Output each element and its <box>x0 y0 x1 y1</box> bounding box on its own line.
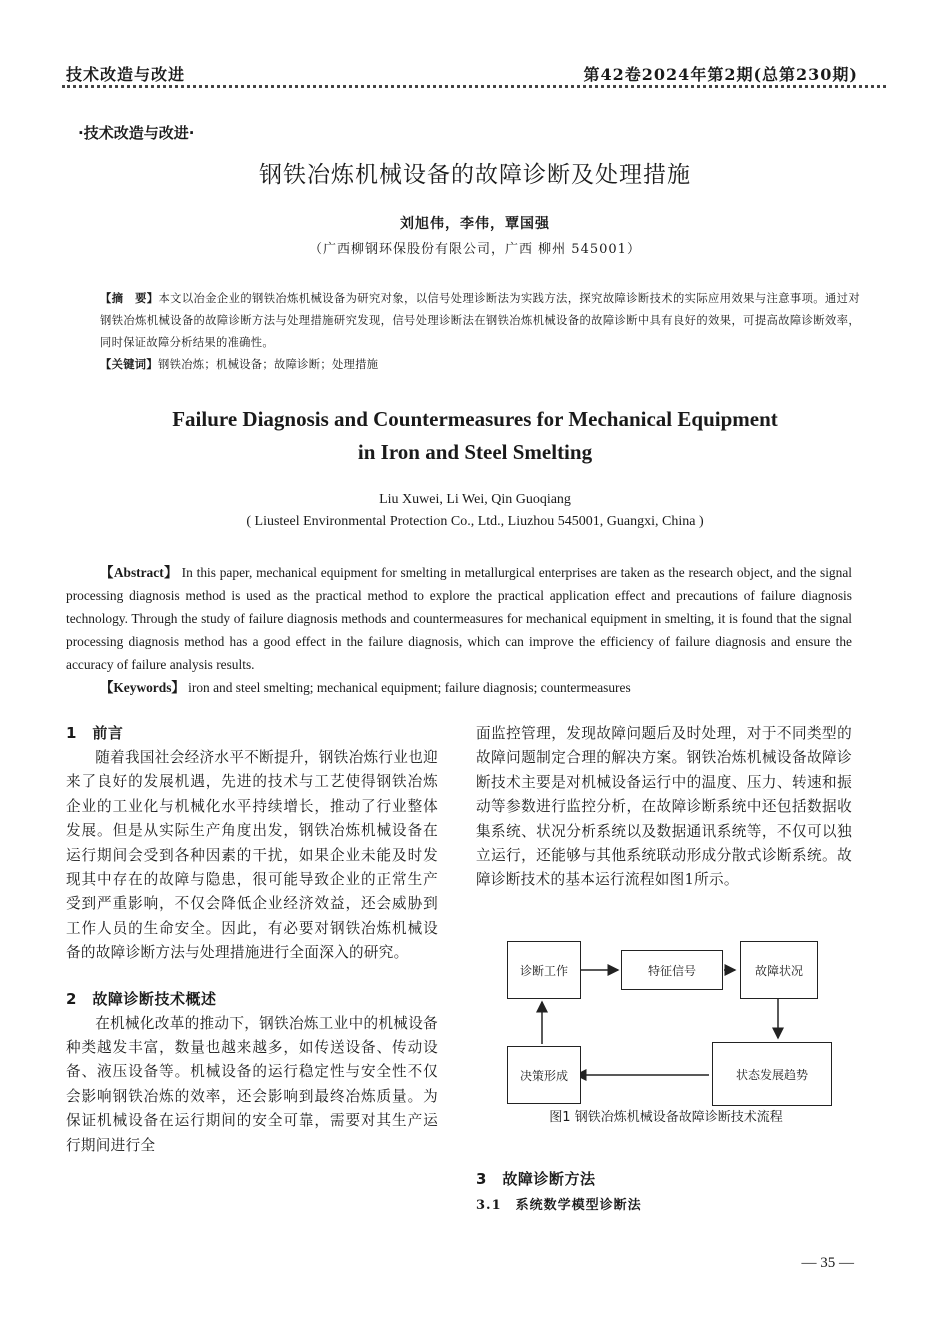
flow-box-decision: 决策形成 <box>507 1046 581 1104</box>
keywords-cn <box>100 356 860 372</box>
flow-box-diagnosis-work: 诊断工作 <box>507 941 581 999</box>
page-number: — 35 — <box>801 1255 854 1271</box>
paper-title-en-line2: in Iron and Steel Smelting <box>357 440 593 464</box>
column-tag: ·技术改造与改进· <box>78 124 195 142</box>
abstract-en <box>66 561 852 676</box>
abstract-cn-text: 本文以冶金企业的钢铁冶炼机械设备为研究对象，以信号处理诊断法为实践方法，探究故障诊断技术的实际应用效果与注意事项。通过对钢铁冶炼机械设备的故障诊断方法与处理措施研究发现，信号处理诊断法在钢铁冶炼机械设备的故障诊断中具有良好的效果，可提高故障诊断效率，同时保证故障分析结果的准确性。 <box>100 292 860 349</box>
section2-heading: 2 故障诊断技术概述 <box>66 989 217 1008</box>
abstract-en-label: 【Abstract】 <box>100 565 178 580</box>
keywords-en-text: iron and steel smelting; mechanical equipment; failure diagnosis; countermeasures <box>184 680 631 695</box>
right-column-paragraph: 面监控管理，发现故障问题后及时处理，对于不同类型的故障问题制定合理的解决方案。钢铁冶炼机械设备故障诊断技术主要是对机械设备运行中的温度、压力、转速和振动等参数进行监控分析，在故障诊断系统中还包括数据收集系统、状况分析系统以及数据通讯系统等，不仅可以独立运行，还能够与其他系统联动形成分散式诊断系统。故障诊断技术的基本运行流程如图1所示。 <box>476 725 852 889</box>
figure-1 <box>490 922 842 1125</box>
section3-1-heading: 3.1 系统数学模型诊断法 <box>476 1198 642 1213</box>
section1-paragraph: 随着我国社会经济水平不断提升，钢铁冶炼行业也迎来了良好的发展机遇，先进的技术与工艺使得钢铁冶炼企业的工业化与机械化水平持续增长，推动了行业整体发展。但是从实际生产角度出发，钢铁冶炼机械设备在运行期间会受到各种因素的干扰，如果企业未能及时发现其中存在的故障与隐患，很可能导致企业的正常生产受到严重影响，不仅会降低企业经济效益，还会威胁到工作人员的生命安全。因此，有必要对钢铁冶炼机械设备的故障诊断方法与处理措施进行全面深入的研究。 <box>66 749 438 962</box>
flow-box-trend: 状态发展趋势 <box>712 1042 832 1106</box>
paper-title-cn: 钢铁冶炼机械设备的故障诊断及处理措施 <box>259 162 691 188</box>
section1-heading: 1 前言 <box>66 724 124 742</box>
abstract-cn <box>100 288 860 354</box>
paper-title-en-line1: Failure Diagnosis and Countermeasures for Mechanical Equipment <box>172 407 778 431</box>
authors-cn: 刘旭伟，李伟，覃国强 <box>400 216 550 232</box>
flow-box-feature-signal: 特征信号 <box>621 950 723 990</box>
affiliation-cn: （广西柳钢环保股份有限公司，广西 柳州 545001） <box>309 242 641 257</box>
section3-heading: 3 故障诊断方法 <box>476 1170 596 1188</box>
keywords-cn-text: 钢铁冶炼；机械设备；故障诊断；处理措施 <box>158 358 379 371</box>
flow-box-fault-status: 故障状况 <box>740 941 818 999</box>
keywords-en <box>100 677 631 696</box>
running-header-left: 技术改造与改进 <box>66 65 186 84</box>
affiliation-en: ( Liusteel Environmental Protection Co., Ltd., Liuzhou 545001, Guangxi, China ) <box>246 514 704 529</box>
running-header-right: 第42卷2024年第2期(总第230期) <box>583 65 858 84</box>
figure-1-caption: 图1 钢铁冶炼机械设备故障诊断技术流程 <box>549 1110 783 1125</box>
abstract-en-text: In this paper, mechanical equipment for smelting in metallurgical enterprises are taken as the research object, and the signal processing diagnosis method is used as the practical method to explore the practical application effect and precautions of failure diagnosis technology. Through the study of failure diagnosis methods and countermeasures for mechanical equipment in smelting, it is found that the signal processing diagnosis method has a good effect in the failure diagnosis, which can improve the efficiency of failure diagnosis and ensure the accuracy of failure analysis results. <box>66 565 852 672</box>
authors-en: Liu Xuwei, Li Wei, Qin Guoqiang <box>379 492 571 507</box>
paper-title-en <box>0 403 950 469</box>
header-divider <box>62 85 886 88</box>
keywords-cn-label: 【关键词】 <box>100 358 158 371</box>
section2-paragraph: 在机械化改革的推动下，钢铁冶炼工业中的机械设备种类越发丰富，数量也越来越多，如传送设备、传动设备、液压设备等。机械设备的运行稳定性与安全性不仅会影响钢铁冶炼的效率，还会影响到最终冶炼质量。为保证机械设备在运行期间的安全可靠，需要对其生产运行期间进行全 <box>66 1014 438 1154</box>
left-column <box>66 722 438 1158</box>
keywords-en-label: 【Keywords】 <box>100 680 185 695</box>
abstract-cn-label: 【摘 要】 <box>100 292 159 305</box>
